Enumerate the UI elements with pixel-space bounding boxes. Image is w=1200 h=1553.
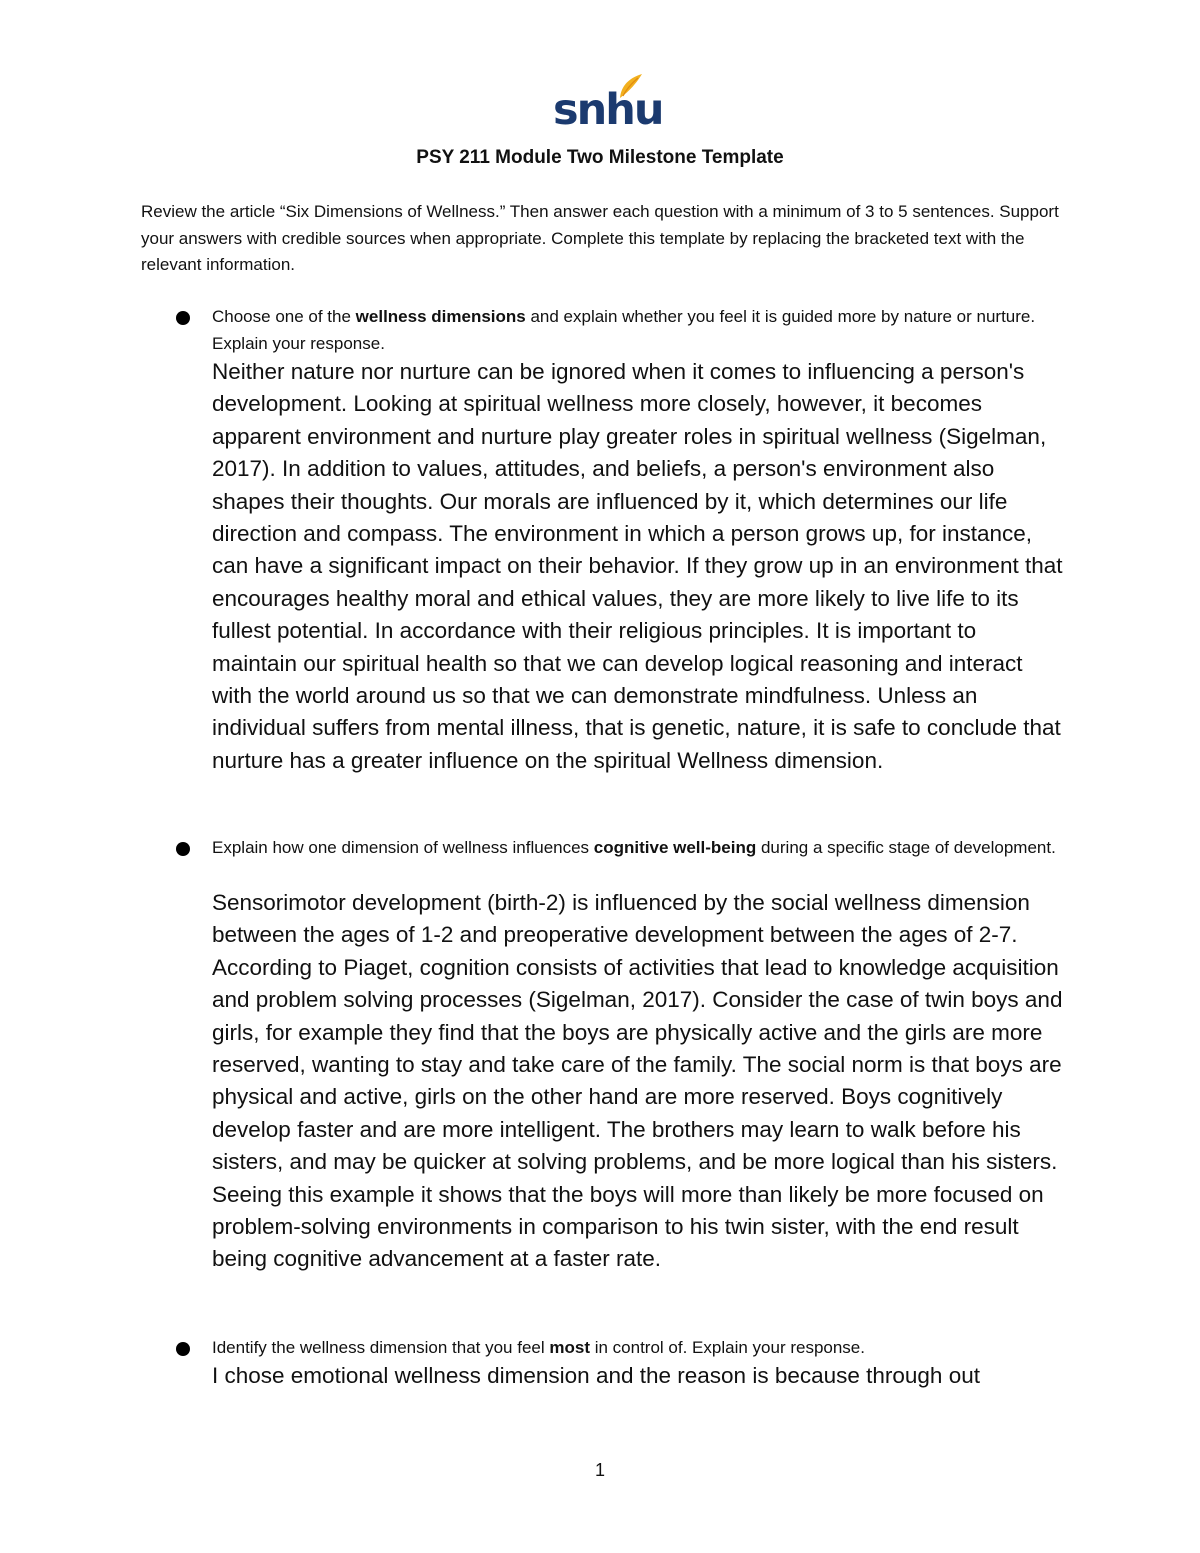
- prompt-text: Choose one of the: [212, 307, 356, 326]
- bullet-icon: [176, 311, 190, 325]
- prompt-emphasis: wellness dimensions: [355, 307, 526, 326]
- prompt-text: in control of. Explain your response.: [590, 1338, 865, 1357]
- bullet-icon: [176, 1342, 190, 1356]
- page-number: 1: [594, 1460, 605, 1480]
- prompt-emphasis: cognitive well-being: [593, 838, 757, 857]
- prompt-emphasis: most: [549, 1338, 590, 1357]
- answer-paragraph: Sensorimotor development (birth-2) is influenced by the social wellness dimension between the ages of 1-2 and preoperative development between the ages of 2-7. According to Piaget, cognition consists of activities that lead to knowledge acquisition and problem solving processes (Sigelman, 2017). Consider the case of twin boys and girls, for example they find that the boys are physically active and the girls are more reserved, wanting to stay and take care of the family. The social norm is that boys are physical and active, girls on the other hand are more reserved. Boys cognitively develop faster and are more intelligent. The brothers may learn to walk before his sisters, and may be quicker at solving problems, and be more logical than his sisters. Seeing this example it shows that the boys will more than likely be more focused on problem-solving environments in comparison to his twin sister, with the end result being cognitive advancement at a faster rate.: [212, 890, 1063, 1272]
- intro-paragraph: Review the article “Six Dimensions of Wellness.” Then answer each question with a minimum of 3 to 5 sentences. Support your answers with credible sources when appropriate. Complete this template by replacing the bracketed text with the relevant information.: [141, 202, 1059, 274]
- answer-paragraph: Neither nature nor nurture can be ignored when it comes to influencing a person's development. Looking at spiritual wellness more closely, however, it becomes apparent environment and nurture play greater roles in spiritual wellness (Sigelman, 2017). In addition to values, attitudes, and beliefs, a person's environment also shapes their thoughts. Our morals are influenced by it, which determines our life direction and compass. The environment in which a person grows up, for instance, can have a significant impact on their behavior. If they grow up in an environment that encourages healthy moral and ethical values, they are more likely to live life to its fullest potential. In accordance with their religious principles. It is important to maintain our spiritual health so that we can develop logical reasoning and interact with the world around us so that we can demonstrate mindfulness. Unless an individual suffers from mental illness, that is genetic, nature, it is safe to conclude that nurture has a greater influence on the spiritual Wellness dimension.: [212, 359, 1063, 773]
- answer-paragraph: I chose emotional wellness dimension and the reason is because through out: [212, 1363, 980, 1388]
- question-prompt: [212, 1335, 1062, 1362]
- snhu-logo: [553, 72, 663, 136]
- question-prompt: [212, 304, 1062, 357]
- prompt-text: during a specific stage of development.: [756, 838, 1056, 857]
- logo-text: snhu: [553, 85, 663, 135]
- prompt-text: Identify the wellness dimension that you feel: [212, 1338, 550, 1357]
- prompt-text: and explain whether you feel it is guided more by nature or nurture. Explain your response.: [212, 307, 1036, 353]
- prompt-text: Explain how one dimension of wellness influences: [212, 838, 594, 857]
- bullet-icon: [176, 842, 190, 856]
- question-prompt: [212, 835, 1062, 862]
- document-title: PSY 211 Module Two Milestone Template: [416, 147, 784, 168]
